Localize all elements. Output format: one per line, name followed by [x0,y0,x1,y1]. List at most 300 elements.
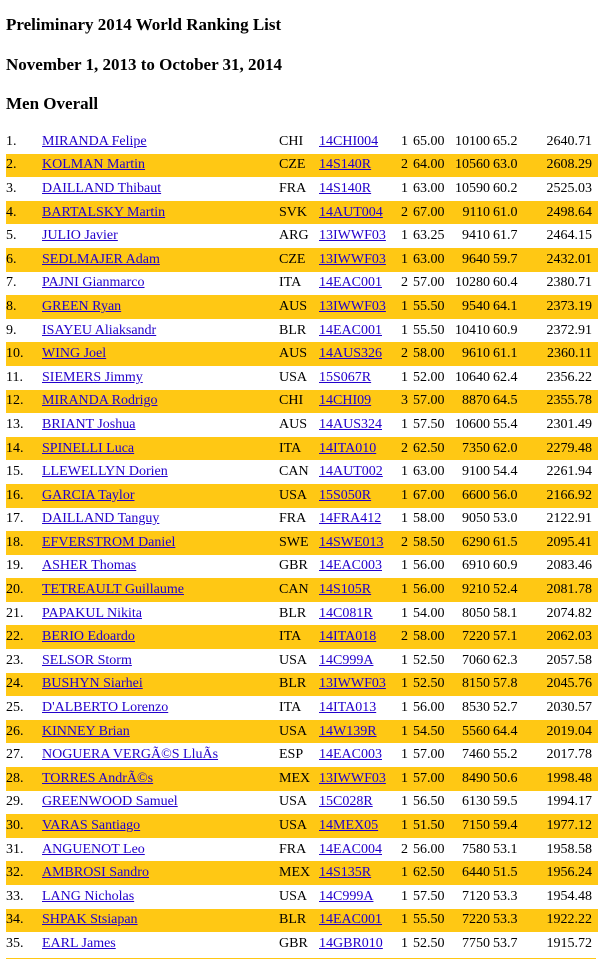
event-code-link[interactable]: 15C028R [319,794,373,810]
rounds-cell: 2 [401,841,408,857]
total-cell: 2525.03 [546,180,592,196]
rounds-cell: 1 [401,511,408,527]
rank-cell: 17. [6,511,24,527]
percent-cell: 61.5 [493,534,518,550]
points-cell: 9410 [462,228,490,244]
athlete-name-cell [42,932,279,956]
rank-cell: 20. [6,582,24,598]
total-cell: 1998.48 [546,770,592,786]
athlete-name-link[interactable]: DAILLAND Thibaut [42,180,162,196]
total-cell: 2081.78 [546,582,592,598]
table-row [6,154,598,178]
event-code-link[interactable]: 14EAC003 [319,558,382,574]
rank-cell: 30. [6,818,24,834]
total-cell: 1956.24 [546,865,592,881]
score-cell: 55.50 [413,322,445,338]
page-title: Preliminary 2014 World Ranking List [6,15,282,34]
event-code-link[interactable]: 14MEX05 [319,818,379,834]
athlete-name-link[interactable]: VARAS Santiago [42,818,141,834]
percent-cell: 53.3 [493,888,518,904]
points-cell: 9540 [462,298,490,314]
event-code-link[interactable]: 14ITA018 [319,629,377,645]
athlete-name-link[interactable]: BUSHYN Siarhei [42,676,143,692]
nation-cell: AUS [279,416,308,432]
athlete-name-link[interactable]: BARTALSKY Martin [42,204,166,220]
rounds-cell: 1 [401,464,408,480]
event-code-cell [319,437,401,461]
rounds-cell: 1 [401,251,408,267]
event-code-link[interactable]: 14C999A [319,652,374,668]
athlete-name-link[interactable]: ANGUENOT Leo [42,841,145,857]
event-code-cell [319,177,401,201]
percent-cell: 60.2 [493,180,518,196]
rounds-cell: 1 [401,818,408,834]
points-cell: 9610 [462,346,490,362]
table-row [6,885,598,909]
rank-cell: 16. [6,487,24,503]
nation-cell: SVK [279,204,308,220]
total-cell: 2355.78 [546,393,592,409]
table-row [6,720,598,744]
points-cell: 9210 [462,582,490,598]
event-code-cell [319,508,401,532]
event-code-cell [319,578,401,602]
total-cell: 1915.72 [546,935,592,951]
score-cell: 64.00 [413,157,445,173]
table-row [6,484,598,508]
total-cell: 2261.94 [546,464,592,480]
points-cell: 10600 [455,416,490,432]
event-code-link[interactable]: 14EAC004 [319,841,382,857]
event-code-link[interactable]: 14ITA010 [319,440,377,456]
athlete-name-link[interactable]: LANG Nicholas [42,888,135,904]
score-cell: 51.50 [413,818,445,834]
points-cell: 8050 [462,605,490,621]
score-cell: 52.50 [413,676,445,692]
rank-cell: 15. [6,464,24,480]
score-cell: 52.00 [413,369,445,385]
percent-cell: 62.0 [493,440,518,456]
total-cell: 2279.48 [546,440,592,456]
event-code-cell [319,201,401,225]
score-cell: 57.50 [413,888,445,904]
event-code-cell [319,838,401,862]
score-cell: 57.00 [413,275,445,291]
athlete-name-link[interactable]: SPINELLI Luca [42,440,135,456]
points-cell: 6130 [462,794,490,810]
points-cell: 9640 [462,251,490,267]
rank-cell: 23. [6,652,24,668]
score-cell: 57.50 [413,416,445,432]
date-range: November 1, 2013 to October 31, 2014 [6,55,283,74]
score-cell: 63.00 [413,180,445,196]
table-row [6,342,598,366]
athlete-name-cell [42,154,279,178]
rank-cell: 35. [6,935,24,951]
percent-cell: 57.1 [493,629,518,645]
athlete-name-link[interactable]: EFVERSTROM Daniel [42,534,176,550]
rounds-cell: 1 [401,676,408,692]
score-cell: 57.00 [413,747,445,763]
percent-cell: 50.6 [493,770,518,786]
nation-cell: USA [279,888,308,904]
total-cell: 2608.29 [546,157,592,173]
percent-cell: 59.7 [493,251,518,267]
event-code-cell [319,909,401,933]
event-code-cell [319,154,401,178]
athlete-name-link[interactable]: AMBROSI Sandro [42,865,149,881]
table-row [6,649,598,673]
event-code-cell [319,531,401,555]
points-cell: 8150 [462,676,490,692]
event-code-cell [319,649,401,673]
table-row [6,673,598,697]
rank-cell: 3. [6,180,17,196]
score-cell: 62.50 [413,440,445,456]
nation-cell: FRA [279,841,307,857]
rounds-cell: 1 [401,652,408,668]
score-cell: 58.00 [413,629,445,645]
percent-cell: 52.4 [493,582,518,598]
event-code-link[interactable]: 14ITA013 [319,700,377,716]
nation-cell: CAN [279,582,309,598]
percent-cell: 64.1 [493,298,518,314]
percent-cell: 54.4 [493,464,518,480]
event-code-link[interactable]: 14S135R [319,865,372,881]
nation-cell: FRA [279,180,307,196]
event-code-link[interactable]: 14AUS324 [319,416,383,432]
athlete-name-link[interactable]: ISAYEU Aliaksandr [42,322,157,338]
nation-cell: MEX [279,865,311,881]
percent-cell: 60.9 [493,322,518,338]
table-row [6,272,598,296]
event-code-link[interactable]: 14C999A [319,888,374,904]
rank-cell: 18. [6,534,24,550]
points-cell: 8490 [462,770,490,786]
event-code-link[interactable]: 14S140R [319,157,372,173]
event-code-link[interactable]: 15S050R [319,487,372,503]
rank-cell: 25. [6,700,24,716]
rank-cell: 33. [6,888,24,904]
athlete-name-cell [42,460,279,484]
rounds-cell: 1 [401,228,408,244]
total-cell: 2372.91 [546,322,592,338]
rank-cell: 9. [6,322,17,338]
points-cell: 7120 [462,888,490,904]
rank-cell: 14. [6,440,24,456]
athlete-name-cell [42,578,279,602]
points-cell: 6910 [462,558,490,574]
event-code-link[interactable]: 14EAC003 [319,747,382,763]
athlete-name-link[interactable]: KINNEY Brian [42,723,130,739]
percent-cell: 53.1 [493,841,518,857]
athlete-name-link[interactable]: EARL James [42,935,116,951]
points-cell: 7350 [462,440,490,456]
rounds-cell: 1 [401,369,408,385]
athlete-name-link[interactable]: LLEWELLYN Dorien [42,464,168,480]
event-code-cell [319,720,401,744]
athlete-name-link[interactable]: DAILLAND Tanguy [42,511,160,527]
table-row [6,295,598,319]
table-row [6,743,598,767]
rank-cell: 5. [6,228,17,244]
athlete-name-link[interactable]: MIRANDA Rodrigo [42,393,158,409]
athlete-name-cell [42,885,279,909]
total-cell: 2301.49 [546,416,592,432]
athlete-name-cell [42,201,279,225]
percent-cell: 57.8 [493,676,518,692]
athlete-name-link[interactable]: D'ALBERTO Lorenzo [42,700,169,716]
percent-cell: 64.5 [493,393,518,409]
athlete-name-link[interactable]: KOLMAN Martin [42,157,146,173]
rank-cell: 7. [6,275,17,291]
athlete-name-link[interactable]: PAJNI Gianmarco [42,275,145,291]
nation-cell: CHI [279,133,304,149]
table-row [6,319,598,343]
event-code-cell [319,673,401,697]
event-code-link[interactable]: 14AUT002 [319,464,383,480]
event-code-link[interactable]: 14C081R [319,605,373,621]
athlete-name-link[interactable]: SIEMERS Jimmy [42,369,143,385]
rounds-cell: 1 [401,582,408,598]
athlete-name-link[interactable]: ASHER Thomas [42,558,137,574]
total-cell: 1977.12 [546,818,592,834]
points-cell: 9110 [462,204,490,220]
total-cell: 2640.71 [546,133,592,149]
score-cell: 62.50 [413,865,445,881]
table-row [6,248,598,272]
event-code-cell [319,295,401,319]
athlete-name-link[interactable]: BRIANT Joshua [42,416,136,432]
event-code-cell [319,743,401,767]
event-code-link[interactable]: 14EAC001 [319,275,382,291]
points-cell: 6600 [462,487,490,503]
total-cell: 2166.92 [546,487,592,503]
nation-cell: AUS [279,346,308,362]
total-cell: 2017.78 [546,747,592,763]
event-code-link[interactable]: 13IWWF03 [319,298,386,314]
event-code-link[interactable]: 13IWWF03 [319,228,386,244]
table-row [6,366,598,390]
nation-cell: ITA [279,440,302,456]
rank-cell: 32. [6,865,24,881]
points-cell: 9050 [462,511,490,527]
athlete-name-cell [42,177,279,201]
rank-cell: 4. [6,204,17,220]
athlete-name-cell [42,814,279,838]
table-row [6,814,598,838]
athlete-name-link[interactable]: GREENWOOD Samuel [42,794,178,810]
table-row [6,602,598,626]
athlete-name-link[interactable]: NOGUERA VERGÃ©S LluÃs [42,747,219,763]
event-code-link[interactable]: 14FRA412 [319,511,382,527]
percent-cell: 65.2 [493,133,518,149]
event-code-cell [319,885,401,909]
percent-cell: 61.1 [493,346,518,362]
table-row [6,390,598,414]
event-code-link[interactable]: 13IWWF03 [319,676,386,692]
rank-cell: 2. [6,157,17,173]
athlete-name-link[interactable]: WING Joel [42,346,107,362]
athlete-name-link[interactable]: PAPAKUL Nikita [42,605,142,621]
athlete-name-cell [42,295,279,319]
event-code-link[interactable]: 14CHI004 [319,133,379,149]
event-code-link[interactable]: 14S140R [319,180,372,196]
total-cell: 2062.03 [546,629,592,645]
athlete-name-cell [42,248,279,272]
percent-cell: 61.0 [493,204,518,220]
athlete-name-cell [42,861,279,885]
rounds-cell: 1 [401,322,408,338]
percent-cell: 56.0 [493,487,518,503]
points-cell: 9100 [462,464,490,480]
event-code-cell [319,460,401,484]
total-cell: 2074.82 [546,605,592,621]
points-cell: 8530 [462,700,490,716]
points-cell: 6440 [462,865,490,881]
rounds-cell: 1 [401,723,408,739]
nation-cell: USA [279,652,308,668]
rounds-cell: 2 [401,204,408,220]
nation-cell: SWE [279,534,309,550]
athlete-name-link[interactable]: MIRANDA Felipe [42,133,147,149]
percent-cell: 51.5 [493,865,518,881]
table-row [6,767,598,791]
points-cell: 7220 [462,912,490,928]
athlete-name-link[interactable]: BERIO Edoardo [42,629,135,645]
table-row [6,696,598,720]
event-code-link[interactable]: 14SWE013 [319,534,384,550]
nation-cell: USA [279,369,308,385]
event-code-link[interactable]: 14EAC001 [319,322,382,338]
total-cell: 1958.58 [546,841,592,857]
rank-cell: 28. [6,770,24,786]
rounds-cell: 1 [401,865,408,881]
nation-cell: USA [279,723,308,739]
table-row [6,413,598,437]
score-cell: 65.00 [413,133,445,149]
event-code-link[interactable]: 14W139R [319,723,377,739]
table-row [6,909,598,933]
event-code-link[interactable]: 13IWWF03 [319,251,386,267]
athlete-name-link[interactable]: GARCIA Taylor [42,487,135,503]
athlete-name-link[interactable]: SELSOR Storm [42,652,132,668]
event-code-link[interactable]: 14AUT004 [319,204,383,220]
rank-cell: 1. [6,133,17,149]
event-code-link[interactable]: 13IWWF03 [319,770,386,786]
nation-cell: GBR [279,558,308,574]
athlete-name-cell [42,484,279,508]
athlete-name-cell [42,224,279,248]
event-code-cell [319,130,401,154]
rank-cell: 12. [6,393,24,409]
nation-cell: CZE [279,251,306,267]
table-row [6,791,598,815]
event-code-cell [319,625,401,649]
percent-cell: 53.0 [493,511,518,527]
rounds-cell: 1 [401,700,408,716]
score-cell: 56.00 [413,582,445,598]
percent-cell: 63.0 [493,157,518,173]
nation-cell: USA [279,794,308,810]
event-code-link[interactable]: 14S105R [319,582,372,598]
athlete-name-link[interactable]: SHPAK Stsiapan [42,912,138,928]
event-code-link[interactable]: 14EAC001 [319,912,382,928]
total-cell: 1994.17 [546,794,592,810]
event-code-cell [319,696,401,720]
score-cell: 54.00 [413,605,445,621]
athlete-name-link[interactable]: TETREAULT Guillaume [42,582,184,598]
table-row [6,861,598,885]
event-code-link[interactable]: 14GBR010 [319,935,383,951]
nation-cell: ITA [279,700,302,716]
score-cell: 52.50 [413,652,445,668]
athlete-name-cell [42,437,279,461]
score-cell: 56.00 [413,558,445,574]
rank-cell: 24. [6,676,24,692]
category-heading: Men Overall [6,94,99,113]
athlete-name-link[interactable]: SEDLMAJER Adam [42,251,160,267]
athlete-name-cell [42,555,279,579]
total-cell: 2380.71 [546,275,592,291]
rounds-cell: 1 [401,558,408,574]
score-cell: 67.00 [413,204,445,220]
event-code-link[interactable]: 15S067R [319,369,372,385]
rank-cell: 8. [6,298,17,314]
table-row [6,555,598,579]
table-row [6,625,598,649]
athlete-name-cell [42,319,279,343]
percent-cell: 59.4 [493,818,518,834]
athlete-name-cell [42,130,279,154]
athlete-name-link[interactable]: TORRES AndrÃ©s [42,770,154,786]
rounds-cell: 2 [401,440,408,456]
nation-cell: MEX [279,770,311,786]
athlete-name-cell [42,791,279,815]
score-cell: 63.25 [413,228,445,244]
percent-cell: 62.3 [493,652,518,668]
table-row [6,460,598,484]
rank-cell: 11. [6,369,23,385]
athlete-name-link[interactable]: GREEN Ryan [42,298,122,314]
total-cell: 2045.76 [546,676,592,692]
rounds-cell: 2 [401,157,408,173]
event-code-cell [319,861,401,885]
event-code-cell [319,555,401,579]
event-code-cell [319,224,401,248]
score-cell: 58.50 [413,534,445,550]
event-code-link[interactable]: 14CHI09 [319,393,372,409]
score-cell: 67.00 [413,487,445,503]
nation-cell: BLR [279,322,307,338]
athlete-name-cell [42,838,279,862]
total-cell: 2464.15 [546,228,592,244]
points-cell: 7750 [462,935,490,951]
percent-cell: 53.7 [493,935,518,951]
score-cell: 57.00 [413,770,445,786]
athlete-name-link[interactable]: JULIO Javier [42,228,118,244]
table-row [6,177,598,201]
total-cell: 2030.57 [546,700,592,716]
table-row [6,838,598,862]
percent-cell: 55.2 [493,747,518,763]
rounds-cell: 2 [401,534,408,550]
points-cell: 7460 [462,747,490,763]
rounds-cell: 1 [401,180,408,196]
event-code-cell [319,390,401,414]
rounds-cell: 1 [401,794,408,810]
event-code-link[interactable]: 14AUS326 [319,346,383,362]
